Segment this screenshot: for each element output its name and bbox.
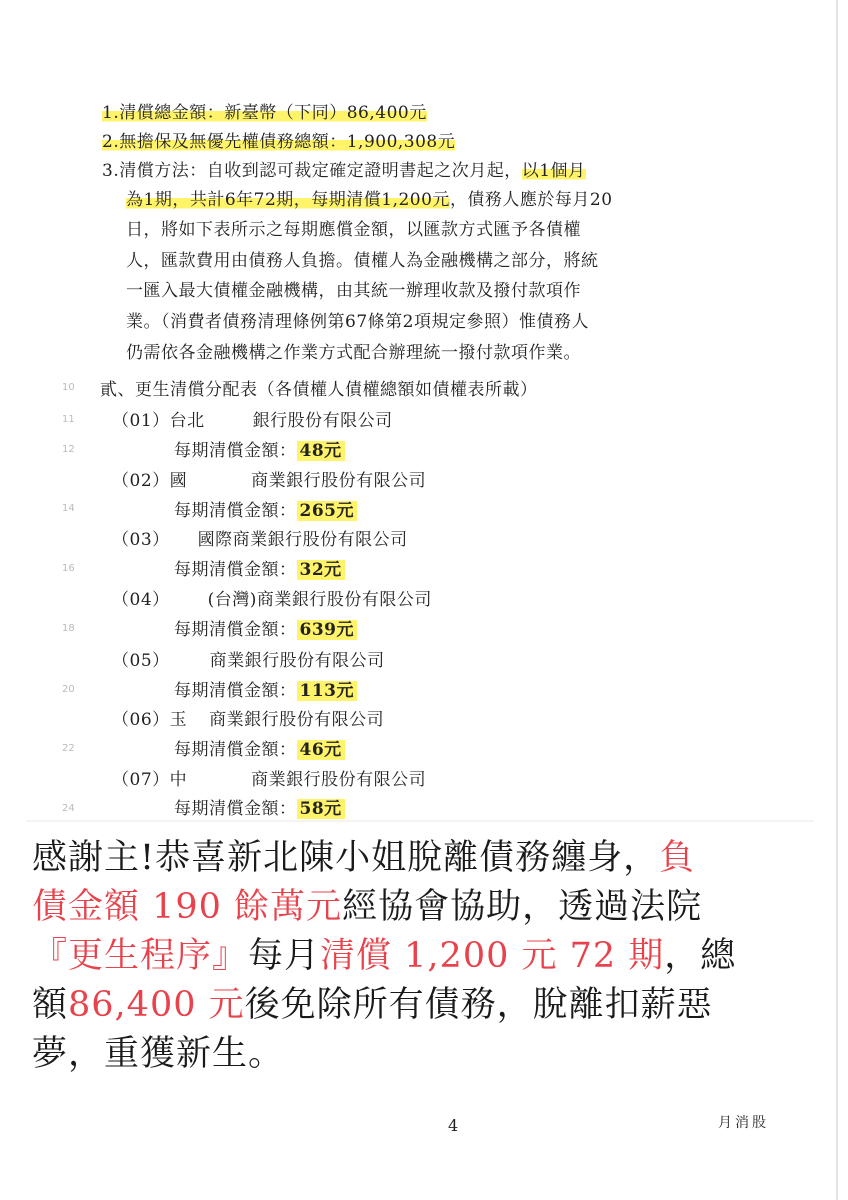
creditor-name-end: (台灣)商業銀行股份有限公司 [207,590,432,610]
callout-line-4 [32,977,713,1027]
line-number: 14 [62,503,75,514]
creditor-number: （02） [112,471,170,491]
creditor-name-end: 商業銀行股份有限公司 [251,471,427,491]
creditor-row [112,646,385,671]
creditor-name-end: 商業銀行股份有限公司 [209,710,385,730]
item-3-line-1 [102,156,586,181]
callout-text: 經協會協助，透過法院 [342,887,703,927]
line-number: 20 [62,684,75,695]
payment-label: 每期清償金額： [174,681,297,701]
item-3-line-2 [126,185,613,210]
creditor-name-start: 中 [169,770,188,790]
callout-text: 感謝主!恭喜新北陳小姐脫離債務纏身， [32,838,660,878]
line-number: 16 [62,563,75,574]
creditor-payment [174,496,357,521]
creditor-row [112,525,408,550]
payment-label: 每期清償金額： [174,799,297,819]
callout-text: 後免除所有債務，脫離扣薪惡 [244,985,713,1025]
creditor-number: （06） [112,710,170,730]
callout-line-1 [32,830,695,880]
payment-amount: 46元 [297,740,345,760]
payment-amount: 48元 [297,441,345,461]
creditor-number: （01） [112,411,170,431]
callout-text: 每月 [248,936,321,976]
section-title [100,375,538,400]
item-3-text-d: ，債務人應於每月20 [449,190,613,210]
creditor-name-start: 台北 [169,411,205,431]
line-number: 24 [62,803,75,814]
callout-text: 夢，重獲新生。 [32,1034,285,1074]
creditor-name-start: 玉 [169,710,188,730]
callout-text: ，總 [664,936,737,976]
callout-line-2 [32,879,702,929]
item-3-text-c: 為1期，共計6年72期，每期清償1,200元 [126,190,450,210]
creditor-row [112,466,426,491]
line-number: 10 [62,382,75,393]
line-number: 11 [62,414,75,425]
item-3-text-e: 日，將如下表所示之每期應償金額，以匯款方式匯予各債權 [126,220,581,240]
callout-highlight: 『更生程序』 [32,936,249,976]
item-3-text-i: 仍需依各金融機構之作業方式配合辦理統一撥付款項作業。 [126,343,581,363]
payment-amount: 32元 [297,560,345,580]
creditor-name-end: 商業銀行股份有限公司 [209,651,385,671]
footer-label: 月消股 [718,1115,769,1131]
payment-label: 每期清償金額： [174,560,297,580]
item-2 [102,127,455,152]
item-3-line-4 [126,246,599,271]
callout-text: 額 [32,985,69,1025]
creditor-name-end: 商業銀行股份有限公司 [251,770,427,790]
creditor-number: （03） [112,530,170,550]
payment-amount: 639元 [297,620,358,640]
payment-label: 每期清償金額： [174,441,297,461]
creditor-payment [174,555,345,580]
page-edge [836,0,838,1200]
creditor-payment [174,615,357,640]
payment-amount: 265元 [297,501,358,521]
creditor-name-end: 國際商業銀行股份有限公司 [197,530,408,550]
creditor-payment [174,794,345,819]
creditor-row [112,705,384,730]
item-1-text: 1.清償總金額：新臺幣（下同）86,400元 [102,103,427,123]
creditor-row [112,585,432,610]
line-number: 12 [62,444,75,455]
line-number: 22 [62,743,75,754]
page-number: 4 [448,1116,459,1135]
item-3-text-f: 人，匯款費用由債務人負擔。債權人為金融機構之部分，將統 [126,251,599,271]
item-3-text-h: 業。（消費者債務清理條例第67條第2項規定參照）惟債務人 [126,312,589,332]
creditor-number: （04） [112,590,170,610]
testimonial-callout [26,822,814,1084]
payment-label: 每期清償金額： [174,740,297,760]
item-2-text: 2.無擔保及無優先權債務總額：1,900,308元 [102,132,456,152]
creditor-payment [174,676,357,701]
item-3-line-7 [126,338,581,363]
section-title-text: 貳、更生清償分配表（各債權人債權總額如債權表所載） [100,380,538,400]
callout-line-5 [32,1026,284,1076]
item-3-text-g: 一匯入最大債權金融機構，由其統一辦理收款及撥付款項作 [126,281,581,301]
payment-amount: 113元 [297,681,358,701]
item-3-text-a: 3.清償方法：自收到認可裁定確定證明書起之次月起， [102,161,522,181]
item-3-line-3 [126,215,581,240]
callout-line-3 [32,928,736,978]
redacted-name [187,772,251,790]
payment-amount: 58元 [297,799,345,819]
redacted-name [170,532,198,550]
creditor-payment [174,436,345,461]
item-3-line-5 [126,276,581,301]
line-number: 18 [62,623,75,634]
creditor-row [112,406,393,431]
callout-highlight: 清償 1,200 元 72 期 [320,936,665,976]
redacted-name [170,653,210,671]
creditor-number: （07） [112,770,170,790]
redacted-name [187,712,209,730]
creditor-row [112,765,426,790]
creditor-payment [174,735,345,760]
redacted-name [170,592,208,610]
redacted-name [187,473,251,491]
payment-label: 每期清償金額： [174,501,297,521]
redacted-name [205,413,253,431]
item-1 [102,98,427,123]
callout-highlight: 負 [659,838,696,878]
creditor-name-start: 國 [169,471,188,491]
payment-label: 每期清償金額： [174,620,297,640]
item-3-line-6 [126,307,589,332]
callout-highlight: 債金額 190 餘萬元 [32,887,343,927]
creditor-name-end: 銀行股份有限公司 [252,411,393,431]
callout-highlight: 86,400 元 [68,985,245,1025]
creditor-number: （05） [112,651,170,671]
item-3-text-b: 以1個月 [521,161,586,181]
